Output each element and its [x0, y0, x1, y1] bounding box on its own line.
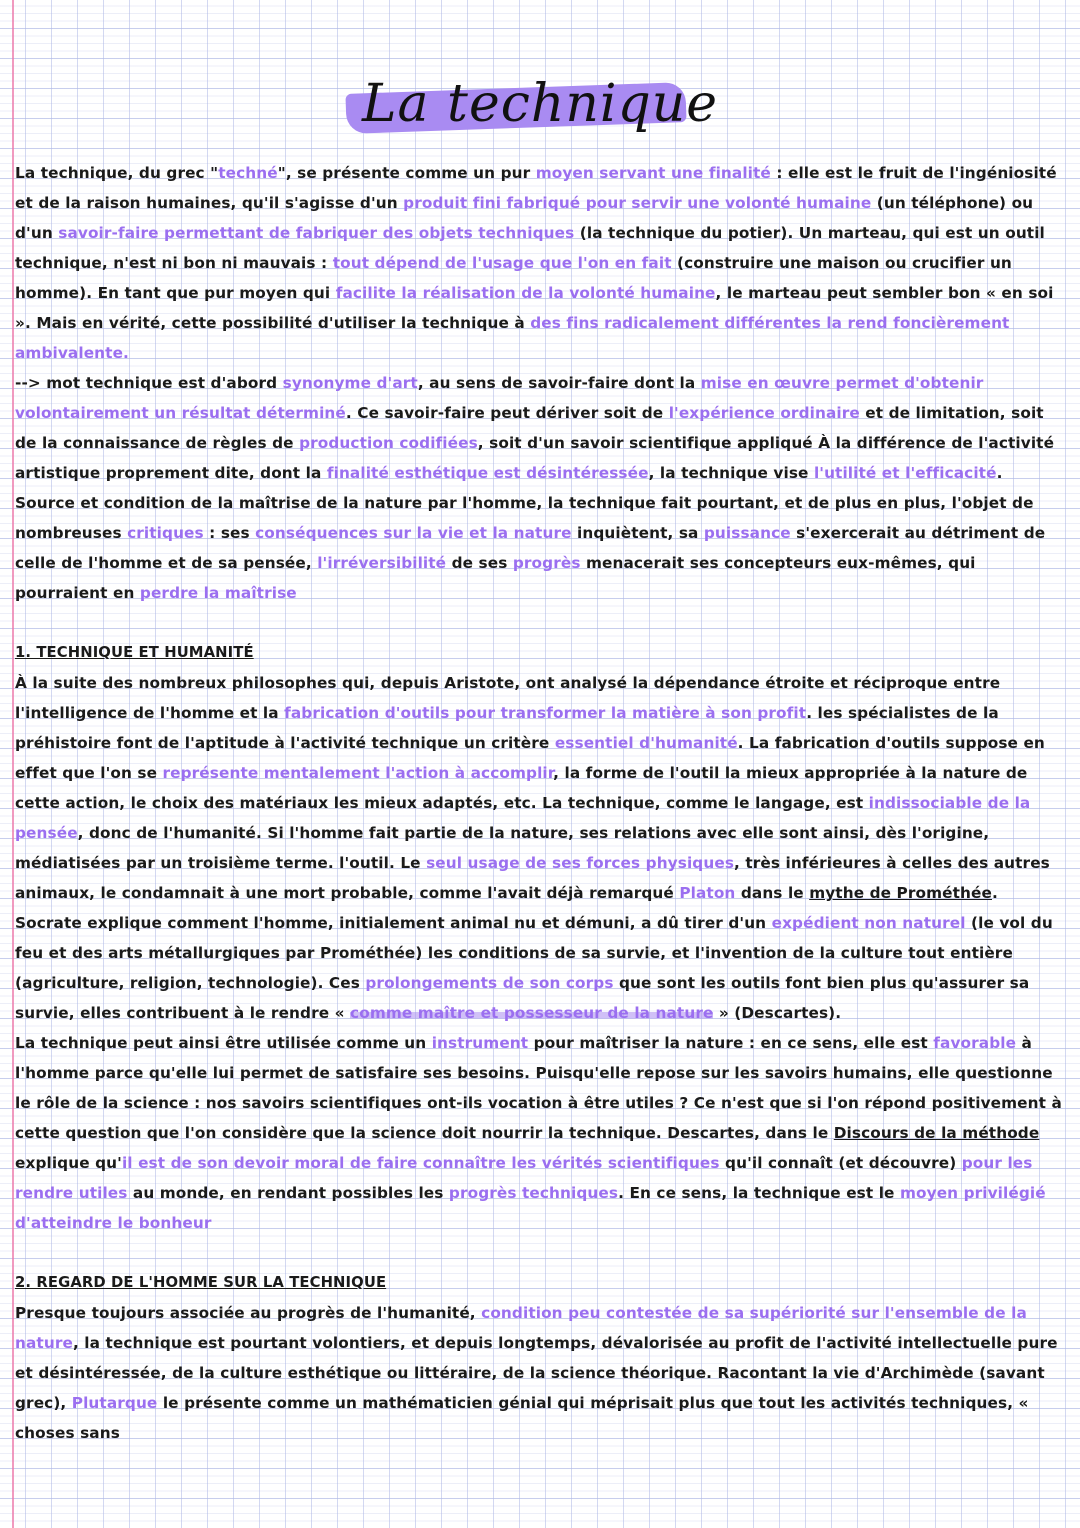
highlight-span: tout dépend de l'usage que l'on en fait	[332, 254, 672, 272]
highlight-span: mise en œuvre permet d'obtenir volontairement un résultat déterminé	[15, 374, 984, 422]
highlight-span: puissance	[703, 524, 791, 542]
highlight-span: moyen servant une finalité	[535, 164, 771, 182]
spacer	[15, 1238, 1067, 1268]
text-span: au monde, en rendant possibles les	[127, 1184, 449, 1202]
highlight-span: essentiel d'humanité	[554, 734, 738, 752]
text-span: , le marteau peut sembler bon « en soi ». Mais en vérité, cette possibilité d'utiliser la technique à	[15, 284, 1054, 332]
highlight-span: conséquences sur la vie et la nature	[255, 524, 572, 542]
text-span: qu'il connaît (et découvre)	[719, 1154, 962, 1172]
highlight-span: progrès	[512, 554, 581, 572]
highlight-span: représente mentalement l'action à accomplir	[162, 764, 554, 782]
underlined-span: mythe de Prométhée	[809, 884, 992, 902]
highlight-span: l'irréversibilité	[317, 554, 447, 572]
text-span: de ses	[446, 554, 513, 572]
section-2-paragraph	[15, 1298, 1067, 1448]
text-span: (le vol du feu et des arts métallurgiques par Prométhée) les conditions de sa survie, et l'invention de la culture tout entière (agriculture, religion, technologie). Ces	[15, 914, 1053, 992]
highlight-span: progrès techniques	[448, 1184, 619, 1202]
text-span: La technique peut ainsi être utilisée comme un	[15, 1034, 432, 1052]
intro-paragraph	[15, 158, 1067, 368]
page-title: La technique	[361, 74, 719, 134]
highlight-span: l'utilité et l'efficacité	[813, 464, 997, 482]
text-span: (construire une maison ou crucifier un homme). En tant que pur moyen qui	[15, 254, 1012, 302]
highlight-span: prolongements de son corps	[365, 974, 614, 992]
text-span: à l'homme parce qu'elle lui permet de satisfaire ses besoins. Puisqu'elle repose sur les savoirs humains, elle questionne le rôle de la science : nos savoirs scientifiques ont-ils vocation à être utiles ? Ce n'est que si l'on répond positivement à cette question que l'on considère que la science doit nourrir la technique. Descartes, dans le	[15, 1034, 1062, 1142]
text-span: , au sens de savoir-faire dont la	[417, 374, 701, 392]
text-span: (un téléphone) ou d'un	[15, 194, 1034, 242]
text-span: (la technique du potier). Un marteau, qui est un outil technique, n'est ni bon ni mauvais :	[15, 224, 1045, 272]
highlight-span: seul usage de ses forces physiques	[426, 854, 735, 872]
highlight-span: Platon	[679, 884, 736, 902]
highlight-span: pour les rendre utiles	[15, 1154, 1033, 1202]
text-span: menacerait ses concepteurs eux-mêmes, qui pourraient en	[15, 554, 976, 602]
text-span: et de limitation, soit de la connaissance de règles de	[15, 404, 1044, 452]
highlight-span: critiques	[127, 524, 204, 542]
highlight-span: indissociable de la pensée	[15, 794, 1031, 842]
text-span: Presque toujours associée au progrès de l'humanité,	[15, 1304, 482, 1322]
highlight-span: facilite la réalisation de la volonté humaine	[335, 284, 716, 302]
highlight-span: comme maître et possesseur de la nature	[350, 1004, 714, 1022]
highlight-span: techné	[218, 164, 278, 182]
text-span: . Socrate explique comment l'homme, initialement animal nu et démuni, a dû tirer d'un	[15, 884, 998, 932]
text-span: : elle est le fruit de l'ingéniosité et de la raison humaines, qu'il s'agisse d'un	[15, 164, 1057, 212]
highlight-span: synonyme d'art	[282, 374, 418, 392]
notes-content	[15, 158, 1067, 1448]
text-span: --> mot technique est d'abord	[15, 374, 283, 392]
section-1-heading: 1. TECHNIQUE ET HUMANITÉ	[15, 644, 254, 661]
underlined-span: Discours de la méthode	[833, 1124, 1040, 1142]
section-1-paragraph-2	[15, 1028, 1067, 1238]
highlight-span: Plutarque	[71, 1394, 158, 1412]
highlight-span: savoir-faire permettant de fabriquer des objets techniques	[58, 224, 575, 242]
spacer	[15, 608, 1067, 638]
text-span: . Ce savoir-faire peut dériver soit de	[345, 404, 669, 422]
text-span: . les spécialistes de la préhistoire font de l'aptitude à l'activité technique un critère	[15, 704, 999, 752]
text-span: . Source et condition de la maîtrise de la nature par l'homme, la technique fait pourtant, et de plus en plus, l'objet de nombreuses	[15, 464, 1034, 542]
highlight-span: il est de son devoir moral de faire connaître les vérités scientifiques	[121, 1154, 720, 1172]
highlight-span: l'expérience ordinaire	[668, 404, 860, 422]
highlight-span: production codifiées	[299, 434, 478, 452]
highlight-span: finalité esthétique est désintéressée	[326, 464, 649, 482]
text-span: : ses	[203, 524, 256, 542]
text-span: , la technique vise	[648, 464, 814, 482]
text-span: , la forme de l'outil la mieux appropriée à la nature de cette action, le choix des matériaux les mieux adaptés, etc. La technique, comme le langage, est	[15, 764, 1028, 812]
highlight-span: produit fini fabriqué pour servir une volonté humaine	[403, 194, 872, 212]
text-span: . La fabrication d'outils suppose en effet que l'on se	[15, 734, 1045, 782]
text-span: inquiètent, sa	[571, 524, 704, 542]
text-span: pour maîtriser la nature : en ce sens, elle est	[528, 1034, 934, 1052]
text-span: » (Descartes).	[713, 1004, 842, 1022]
text-span: , la technique est pourtant volontiers, et depuis longtemps, dévalorisée au profit de l'activité intellectuelle pure et désintéressée, de la culture esthétique ou littéraire, de la science théorique. Racontant la vie d'Archimède (savant grec),	[15, 1334, 1058, 1412]
highlight-span: des fins radicalement différentes la rend foncièrement ambivalente.	[15, 314, 1010, 362]
highlight-span: perdre la maîtrise	[139, 584, 297, 602]
highlight-span: favorable	[933, 1034, 1017, 1052]
highlight-span: instrument	[431, 1034, 529, 1052]
text-span: s'exercerait au détriment de celle de l'homme et de sa pensée,	[15, 524, 1046, 572]
title-block	[0, 70, 1080, 160]
text-span: dans le	[735, 884, 810, 902]
text-span: ", se présente comme un pur	[277, 164, 536, 182]
section-1-paragraph	[15, 668, 1067, 1028]
text-span: La technique, du grec "	[15, 164, 219, 182]
text-span: , très inférieures à celles des autres animaux, le condamnait à une mort probable, comme l'avait déjà remarqué	[15, 854, 1050, 902]
definition-paragraph	[15, 368, 1067, 608]
text-span: , donc de l'humanité. Si l'homme fait partie de la nature, ses relations avec elle sont ainsi, dès l'origine, médiatisées par un troisième terme. l'outil. Le	[15, 824, 990, 872]
text-span: , soit d'un savoir scientifique appliqué À la différence de l'activité artistique proprement dite, dont la	[15, 434, 1055, 482]
text-span: le présente comme un mathématicien génial qui méprisait plus que tout les activités techniques, « choses sans	[15, 1394, 1029, 1442]
text-span: que sont les outils font bien plus qu'assurer sa survie, elles contribuent à le rendre «	[15, 974, 1030, 1022]
highlight-span: fabrication d'outils pour transformer la matière à son profit	[284, 704, 807, 722]
text-span: À la suite des nombreux philosophes qui, depuis Aristote, ont analysé la dépendance étroite et réciproque entre l'intelligence de l'homme et la	[15, 674, 1001, 722]
highlight-span: condition peu contestée de sa supériorité sur l'ensemble de la nature	[15, 1304, 1027, 1352]
section-2-heading: 2. REGARD DE L'HOMME SUR LA TECHNIQUE	[15, 1274, 387, 1291]
highlight-span: moyen privilégié d'atteindre le bonheur	[15, 1184, 1046, 1232]
text-span: . En ce sens, la technique est le	[618, 1184, 900, 1202]
highlight-span: expédient non naturel	[771, 914, 966, 932]
text-span: explique qu'	[15, 1154, 122, 1172]
